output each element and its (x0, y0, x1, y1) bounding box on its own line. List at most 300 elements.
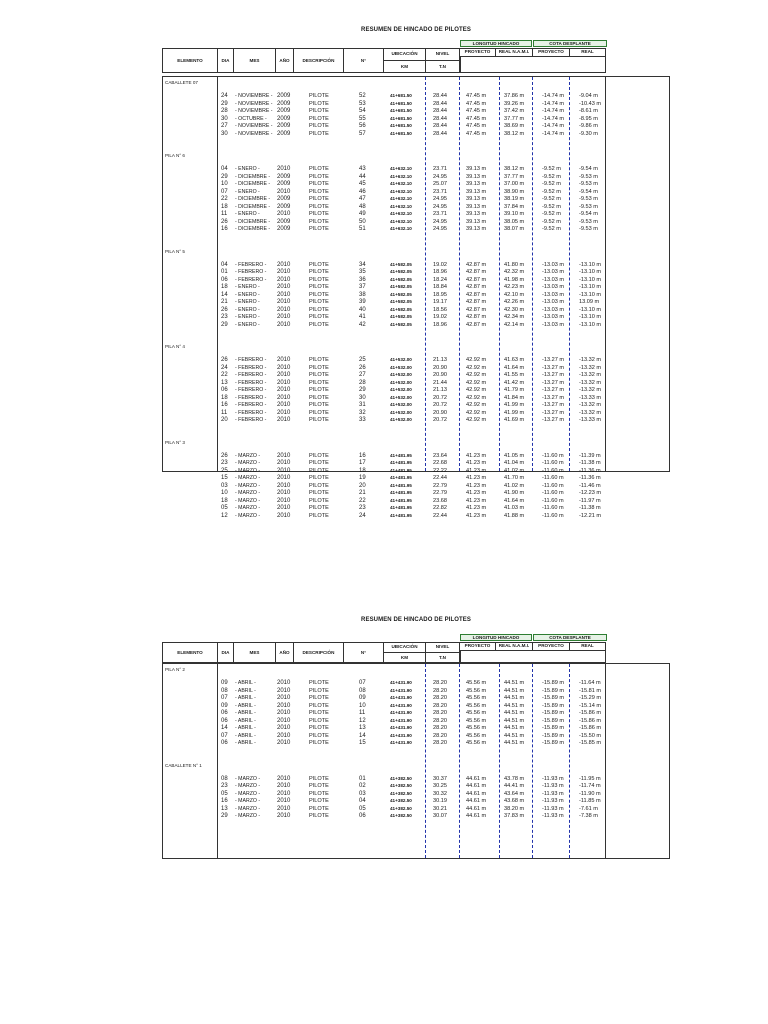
cell-descripcion: PILOTE (309, 306, 329, 313)
cell-cota-proyecto: -11.93 m (542, 798, 564, 804)
cell-km: 41+582.05 (390, 276, 412, 282)
cell-ano: 2010 (277, 452, 291, 459)
cell-descripcion: PILOTE (309, 181, 329, 187)
cell-numero: 27 (359, 372, 366, 378)
cell-nivel: 30.19 (433, 798, 447, 804)
header-ano: AÑO (276, 48, 294, 73)
header-ano: AÑO (276, 642, 294, 663)
cell-descripcion: PILOTE (309, 717, 329, 724)
report-body (162, 76, 670, 519)
cell-mes: - MARZO - (235, 798, 261, 804)
header-dia: DIA (218, 48, 234, 73)
cell-cota-proyecto: -15.89 m (542, 687, 565, 694)
cell-ano: 2010 (277, 505, 291, 511)
cell-cota-real: -11.39 m (579, 452, 601, 459)
cell-cota-real: -13.32 m (579, 379, 602, 386)
cell-numero: 47 (359, 196, 366, 202)
cell-numero: 55 (359, 115, 366, 122)
cell-cota-real: -11.64 m (579, 680, 601, 686)
cell-descripcion: PILOTE (309, 166, 329, 172)
cell-numero: 54 (359, 108, 366, 114)
cell-ano: 2009 (277, 130, 291, 137)
cell-cota-proyecto: -13.27 m (542, 402, 565, 408)
cell-longitud-proyecto: 42.87 m (466, 284, 487, 290)
cell-km: 41+481.95 (390, 497, 412, 503)
cell-mes: - MARZO - (235, 512, 261, 519)
cell-cota-proyecto: -13.03 m (542, 284, 565, 290)
header-real: REAL (570, 642, 606, 651)
cell-nivel: 20.90 (433, 372, 447, 378)
cell-km: 41+632.10 (390, 226, 412, 231)
header-numero: N° (344, 642, 384, 663)
cell-km: 41+431.90 (390, 680, 412, 685)
header-mes: MES (234, 642, 276, 663)
cell-cota-proyecto: -14.74 m (542, 108, 565, 114)
cell-ano: 2009 (277, 196, 291, 202)
cell-dia: 07 (221, 188, 228, 195)
cell-nivel: 28.44 (433, 100, 447, 107)
cell-longitud-real: 42.30 m (504, 306, 525, 313)
cell-numero: 15 (359, 740, 366, 746)
cell-ano: 2010 (277, 790, 291, 797)
cell-cota-real: -9.53 m (579, 203, 598, 210)
cell-numero: 11 (359, 710, 366, 716)
cell-dia: 01 (221, 269, 228, 275)
cell-mes: - ABRIL - (235, 702, 256, 709)
cell-nivel: 24.95 (433, 173, 447, 180)
cell-longitud-proyecto: 42.87 m (466, 299, 487, 305)
cell-mes: - FEBRERO - (235, 379, 267, 386)
header-descripcion: DESCRIPCIÓN (294, 48, 344, 73)
cell-nivel: 22.22 (433, 467, 447, 474)
cell-cota-proyecto: -13.27 m (542, 417, 565, 423)
cell-longitud-real: 38.12 m (504, 166, 525, 172)
header-mes: MES (234, 48, 276, 73)
cell-cota-proyecto: -15.89 m (542, 702, 565, 709)
cell-numero: 12 (359, 717, 366, 724)
cell-longitud-proyecto: 47.45 m (466, 108, 487, 114)
cell-descripcion: PILOTE (309, 475, 329, 481)
cell-nivel: 28.20 (433, 732, 447, 739)
cell-descripcion: PILOTE (309, 218, 329, 225)
cell-descripcion: PILOTE (309, 402, 329, 408)
cell-longitud-real: 44.51 m (504, 702, 525, 709)
cell-nivel: 21.13 (433, 357, 447, 363)
cell-km: 41+481.95 (390, 475, 412, 480)
cell-dia: 26 (221, 218, 228, 225)
cell-km: 41+481.95 (390, 482, 412, 488)
cell-ano: 2010 (277, 299, 291, 305)
cell-longitud-real: 41.90 m (504, 490, 525, 496)
cell-descripcion: PILOTE (309, 261, 329, 268)
cell-nivel: 28.20 (433, 687, 447, 694)
cell-mes: - MARZO - (235, 813, 261, 819)
cell-nivel: 30.37 (433, 775, 447, 782)
cell-mes: - NOVIEMBRE - (235, 93, 273, 99)
cell-km: 41+532.00 (390, 394, 412, 400)
cell-longitud-real: 42.23 m (504, 284, 525, 290)
cell-cota-proyecto: -11.60 m (542, 505, 564, 511)
cell-nivel: 30.07 (433, 813, 447, 819)
section-label: PILA N° 4 (165, 344, 185, 349)
cell-km: 41+681.50 (390, 115, 412, 121)
cell-mes: - ABRIL - (235, 717, 256, 724)
cell-cota-proyecto: -11.60 m (542, 497, 564, 504)
cell-nivel: 28.44 (433, 108, 447, 114)
cell-cota-real: -7.61 m (579, 805, 598, 812)
cell-mes: - ENERO - (235, 299, 260, 305)
cell-mes: - ENERO - (235, 314, 260, 320)
cell-cota-proyecto: -11.93 m (542, 805, 564, 812)
cell-longitud-real: 41.99 m (504, 402, 525, 408)
cell-nivel: 22.82 (433, 505, 447, 511)
cell-km: 41+632.10 (390, 218, 412, 224)
cell-longitud-proyecto: 44.61 m (466, 783, 487, 789)
cell-cota-real: -11.95 m (579, 775, 601, 782)
cell-longitud-proyecto: 45.56 m (466, 695, 487, 701)
cell-cota-proyecto: -11.60 m (542, 512, 564, 519)
cell-ano: 2010 (277, 702, 291, 709)
cell-dia: 25 (221, 467, 228, 474)
cell-mes: - DICIEMBRE - (235, 196, 271, 202)
cell-longitud-proyecto: 41.23 m (466, 497, 487, 504)
cell-descripcion: PILOTE (309, 291, 329, 298)
cell-longitud-proyecto: 42.87 m (466, 261, 487, 268)
cell-longitud-real: 42.32 m (504, 269, 525, 275)
cell-cota-real: -9.54 m (579, 188, 598, 195)
cell-longitud-real: 39.10 m (504, 211, 525, 217)
cell-longitud-real: 44.51 m (504, 680, 525, 686)
cell-longitud-real: 41.69 m (504, 417, 525, 423)
cell-cota-proyecto: -14.74 m (542, 115, 565, 122)
cell-longitud-proyecto: 45.56 m (466, 710, 487, 716)
cell-ano: 2010 (277, 475, 291, 481)
cell-dia: 26 (221, 452, 228, 459)
cell-dia: 13 (221, 379, 228, 386)
header-elemento: ELEMENTO (162, 48, 218, 73)
cell-ano: 2010 (277, 710, 291, 716)
cell-nivel: 28.20 (433, 695, 447, 701)
cell-descripcion: PILOTE (309, 372, 329, 378)
cell-ano: 2010 (277, 417, 291, 423)
cell-km: 41+582.05 (390, 321, 412, 327)
cell-longitud-proyecto: 42.92 m (466, 402, 487, 408)
cell-nivel: 28.44 (433, 130, 447, 137)
cell-dia: 04 (221, 166, 228, 172)
cell-descripcion: PILOTE (309, 364, 329, 371)
header-real-nami: REAL N.A.M.I. (496, 642, 533, 651)
cell-numero: 08 (359, 687, 366, 694)
cell-nivel: 22.68 (433, 460, 447, 466)
cell-cota-real: -11.85 m (579, 798, 601, 804)
cell-cota-real: -9.30 m (579, 130, 598, 137)
cell-mes: - DICIEMBRE - (235, 173, 271, 180)
cell-dia: 06 (221, 276, 228, 283)
cell-numero: 01 (359, 775, 366, 782)
cell-cota-real: -9.54 m (579, 211, 598, 217)
cell-longitud-proyecto: 39.13 m (466, 188, 487, 195)
cell-nivel: 23.71 (433, 188, 447, 195)
cell-descripcion: PILOTE (309, 226, 329, 232)
header-numero: N° (344, 48, 384, 73)
cell-longitud-real: 37.00 m (504, 181, 525, 187)
cell-descripcion: PILOTE (309, 269, 329, 275)
cell-numero: 52 (359, 93, 366, 99)
cell-longitud-real: 41.63 m (504, 357, 525, 363)
cell-longitud-real: 44.51 m (504, 717, 525, 724)
cell-descripcion: PILOTE (309, 321, 329, 328)
cell-km: 41+681.50 (390, 100, 412, 106)
cell-longitud-proyecto: 45.56 m (466, 725, 487, 731)
cell-mes: - MARZO - (235, 505, 261, 511)
cell-numero: 37 (359, 284, 366, 290)
table-row (163, 321, 671, 329)
cell-mes: - ENERO - (235, 321, 260, 328)
cell-km: 41+582.05 (390, 284, 412, 289)
cell-mes: - FEBRERO - (235, 409, 267, 416)
pile-driving-report-2 (162, 617, 670, 862)
cell-mes: - ABRIL - (235, 725, 256, 731)
cell-mes: - ENERO - (235, 166, 260, 172)
cell-longitud-real: 44.51 m (504, 710, 525, 716)
cell-cota-proyecto: -14.74 m (542, 100, 565, 107)
cell-ano: 2010 (277, 798, 291, 804)
cell-longitud-real: 37.77 m (504, 173, 525, 180)
cell-descripcion: PILOTE (309, 203, 329, 210)
cell-cota-real: -15.86 m (579, 717, 602, 724)
cell-dia: 22 (221, 372, 228, 378)
cell-km: 41+532.00 (390, 379, 412, 385)
cell-km: 41+481.95 (390, 512, 412, 518)
cell-descripcion: PILOTE (309, 783, 329, 789)
cell-mes: - ABRIL - (235, 695, 256, 701)
cell-numero: 33 (359, 417, 366, 423)
cell-numero: 38 (359, 291, 366, 298)
cell-nivel: 18.96 (433, 321, 447, 328)
cell-cota-real: -13.10 m (579, 306, 602, 313)
cell-dia: 20 (221, 417, 228, 423)
cell-mes: - MARZO - (235, 783, 261, 789)
cell-cota-real: -9.53 m (579, 226, 598, 232)
report-title: RESUMEN DE HINCADO DE PILOTES (361, 27, 471, 33)
cell-cota-proyecto: -9.52 m (542, 166, 561, 172)
cell-ano: 2009 (277, 115, 291, 122)
cell-cota-real: -9.86 m (579, 123, 598, 129)
cell-nivel: 23.68 (433, 497, 447, 504)
cell-descripcion: PILOTE (309, 299, 329, 305)
cell-cota-proyecto: -14.74 m (542, 130, 565, 137)
cell-longitud-real: 41.79 m (504, 387, 525, 393)
cell-mes: - DICIEMBRE - (235, 218, 271, 225)
cell-km: 41+481.95 (390, 505, 412, 510)
header-ubicacion (384, 48, 426, 73)
cell-longitud-real: 41.05 m (504, 452, 525, 459)
cell-dia: 04 (221, 261, 228, 268)
cell-dia: 13 (221, 805, 228, 812)
cell-cota-real: -8.95 m (579, 115, 598, 122)
cell-longitud-real: 41.02 m (504, 467, 525, 474)
cell-longitud-real: 43.68 m (504, 798, 525, 804)
cell-longitud-real: 41.99 m (504, 409, 525, 416)
cell-mes: - MARZO - (235, 482, 261, 489)
cell-cota-real: -13.10 m (579, 314, 602, 320)
cell-cota-proyecto: -13.27 m (542, 379, 565, 386)
cell-nivel: 20.90 (433, 409, 447, 416)
cell-nivel: 18.95 (433, 291, 447, 298)
cell-cota-proyecto: -9.52 m (542, 211, 561, 217)
header-km-label: KM (400, 655, 409, 660)
cell-longitud-proyecto: 47.45 m (466, 115, 487, 122)
cell-cota-real: -11.36 m (579, 467, 601, 474)
cell-nivel: 30.32 (433, 790, 447, 797)
cell-longitud-real: 38.69 m (504, 123, 525, 129)
cell-descripcion: PILOTE (309, 93, 329, 99)
cell-mes: - FEBRERO - (235, 387, 267, 393)
cell-nivel: 22.44 (433, 512, 447, 519)
cell-longitud-real: 38.12 m (504, 130, 525, 137)
cell-cota-real: -13.32 m (579, 387, 602, 393)
cell-cota-real: -13.10 m (579, 261, 602, 268)
cell-ano: 2010 (277, 321, 291, 328)
cell-longitud-proyecto: 42.92 m (466, 379, 487, 386)
cell-ano: 2010 (277, 387, 291, 393)
cell-mes: - ENERO - (235, 211, 260, 217)
cell-descripcion: PILOTE (309, 482, 329, 489)
cell-cota-real: -13.32 m (579, 409, 602, 416)
cell-numero: 32 (359, 409, 366, 416)
cell-longitud-proyecto: 41.23 m (466, 505, 487, 511)
section-label: PILA N° 2 (165, 667, 185, 672)
cell-km: 41+382.50 (390, 813, 412, 818)
cell-numero: 57 (359, 130, 366, 137)
cell-longitud-proyecto: 42.92 m (466, 364, 487, 371)
cell-longitud-real: 38.05 m (504, 218, 525, 225)
cell-mes: - DICIEMBRE - (235, 226, 271, 232)
cell-cota-proyecto: -11.60 m (542, 452, 564, 459)
cell-descripcion: PILOTE (309, 196, 329, 202)
cell-cota-real: -13.10 m (579, 276, 602, 283)
section-label: CABALLETE 07 (165, 80, 198, 85)
longitud-group-header: LONGITUD HINCADO (460, 40, 532, 47)
cell-longitud-proyecto: 42.92 m (466, 372, 487, 378)
cell-cota-proyecto: -13.27 m (542, 409, 565, 416)
cell-longitud-real: 37.83 m (504, 813, 525, 819)
cell-mes: - FEBRERO - (235, 269, 267, 275)
cell-km: 41+382.50 (390, 798, 412, 803)
report-title: RESUMEN DE HINCADO DE PILOTES (361, 617, 471, 623)
cell-nivel: 19.02 (433, 314, 447, 320)
cell-cota-real: -15.85 m (579, 740, 602, 746)
cell-longitud-real: 38.07 m (504, 226, 525, 232)
cell-numero: 07 (359, 680, 366, 686)
cell-numero: 06 (359, 813, 366, 819)
cell-ano: 2010 (277, 188, 291, 195)
cell-cota-real: -9.53 m (579, 173, 598, 180)
cell-dia: 29 (221, 321, 228, 328)
cell-cota-proyecto: -15.89 m (542, 680, 565, 686)
cell-longitud-proyecto: 42.87 m (466, 314, 487, 320)
cell-longitud-proyecto: 45.56 m (466, 732, 487, 739)
cell-cota-proyecto: -15.89 m (542, 717, 565, 724)
cell-km: 41+382.50 (390, 805, 412, 811)
cell-numero: 34 (359, 261, 366, 268)
cell-longitud-proyecto: 39.13 m (466, 196, 487, 202)
cell-numero: 03 (359, 790, 366, 797)
cell-km: 41+481.95 (390, 467, 412, 473)
cell-descripcion: PILOTE (309, 130, 329, 137)
cell-longitud-proyecto: 39.13 m (466, 203, 487, 210)
section-label: PILA N° 3 (165, 439, 185, 445)
cell-nivel: 30.21 (433, 805, 447, 812)
cell-ano: 2010 (277, 732, 291, 739)
cell-mes: - NOVIEMBRE - (235, 130, 273, 137)
cell-cota-proyecto: -9.52 m (542, 173, 561, 180)
cell-cota-real: -15.50 m (579, 732, 602, 739)
cell-ano: 2010 (277, 306, 291, 313)
cell-cota-proyecto: -11.60 m (542, 490, 564, 496)
cell-ano: 2009 (277, 100, 291, 107)
pile-driving-report-1 (162, 27, 670, 519)
cell-km: 41+431.90 (390, 687, 412, 693)
cell-numero: 21 (359, 490, 366, 496)
cell-km: 41+681.50 (390, 123, 412, 128)
cell-ano: 2010 (277, 695, 291, 701)
cell-descripcion: PILOTE (309, 276, 329, 283)
cell-longitud-proyecto: 47.45 m (466, 123, 487, 129)
cell-km: 41+431.90 (390, 725, 412, 730)
cell-dia: 29 (221, 813, 228, 819)
cell-cota-proyecto: -11.60 m (542, 482, 564, 489)
cell-dia: 30 (221, 115, 228, 122)
cell-numero: 29 (359, 387, 366, 393)
header-descripcion: DESCRIPCIÓN (294, 642, 344, 663)
cell-descripcion: PILOTE (309, 790, 329, 797)
cell-numero: 13 (359, 725, 366, 731)
header-tn-label: T.N (439, 655, 446, 660)
cell-longitud-proyecto: 45.56 m (466, 687, 487, 694)
cell-descripcion: PILOTE (309, 798, 329, 804)
cell-cota-real: -15.29 m (579, 695, 602, 701)
cell-numero: 31 (359, 402, 366, 408)
cell-descripcion: PILOTE (309, 805, 329, 812)
cell-cota-real: -9.54 m (579, 166, 598, 172)
cell-mes: - OCTUBRE - (235, 115, 267, 122)
cell-longitud-proyecto: 47.45 m (466, 100, 487, 107)
cell-descripcion: PILOTE (309, 108, 329, 114)
cell-ano: 2010 (277, 687, 291, 694)
cell-longitud-proyecto: 45.56 m (466, 740, 487, 746)
cell-dia: 26 (221, 306, 228, 313)
cell-descripcion: PILOTE (309, 284, 329, 290)
cell-km: 41+632.10 (390, 166, 412, 171)
cell-numero: 14 (359, 732, 366, 739)
cell-descripcion: PILOTE (309, 211, 329, 217)
cell-numero: 44 (359, 173, 366, 180)
cell-cota-proyecto: -15.89 m (542, 725, 565, 731)
cell-longitud-proyecto: 39.13 m (466, 218, 487, 225)
table-row (163, 225, 671, 233)
cell-cota-proyecto: -11.93 m (542, 783, 564, 789)
cell-dia: 14 (221, 725, 228, 731)
cell-longitud-proyecto: 41.23 m (466, 512, 487, 519)
cell-ano: 2009 (277, 93, 291, 99)
cell-numero: 10 (359, 702, 366, 709)
cell-descripcion: PILOTE (309, 775, 329, 782)
cell-longitud-proyecto: 42.87 m (466, 321, 487, 328)
cell-cota-real: -13.10 m (579, 321, 602, 328)
cell-cota-proyecto: -11.60 m (542, 475, 564, 481)
cell-nivel: 20.90 (433, 364, 447, 371)
